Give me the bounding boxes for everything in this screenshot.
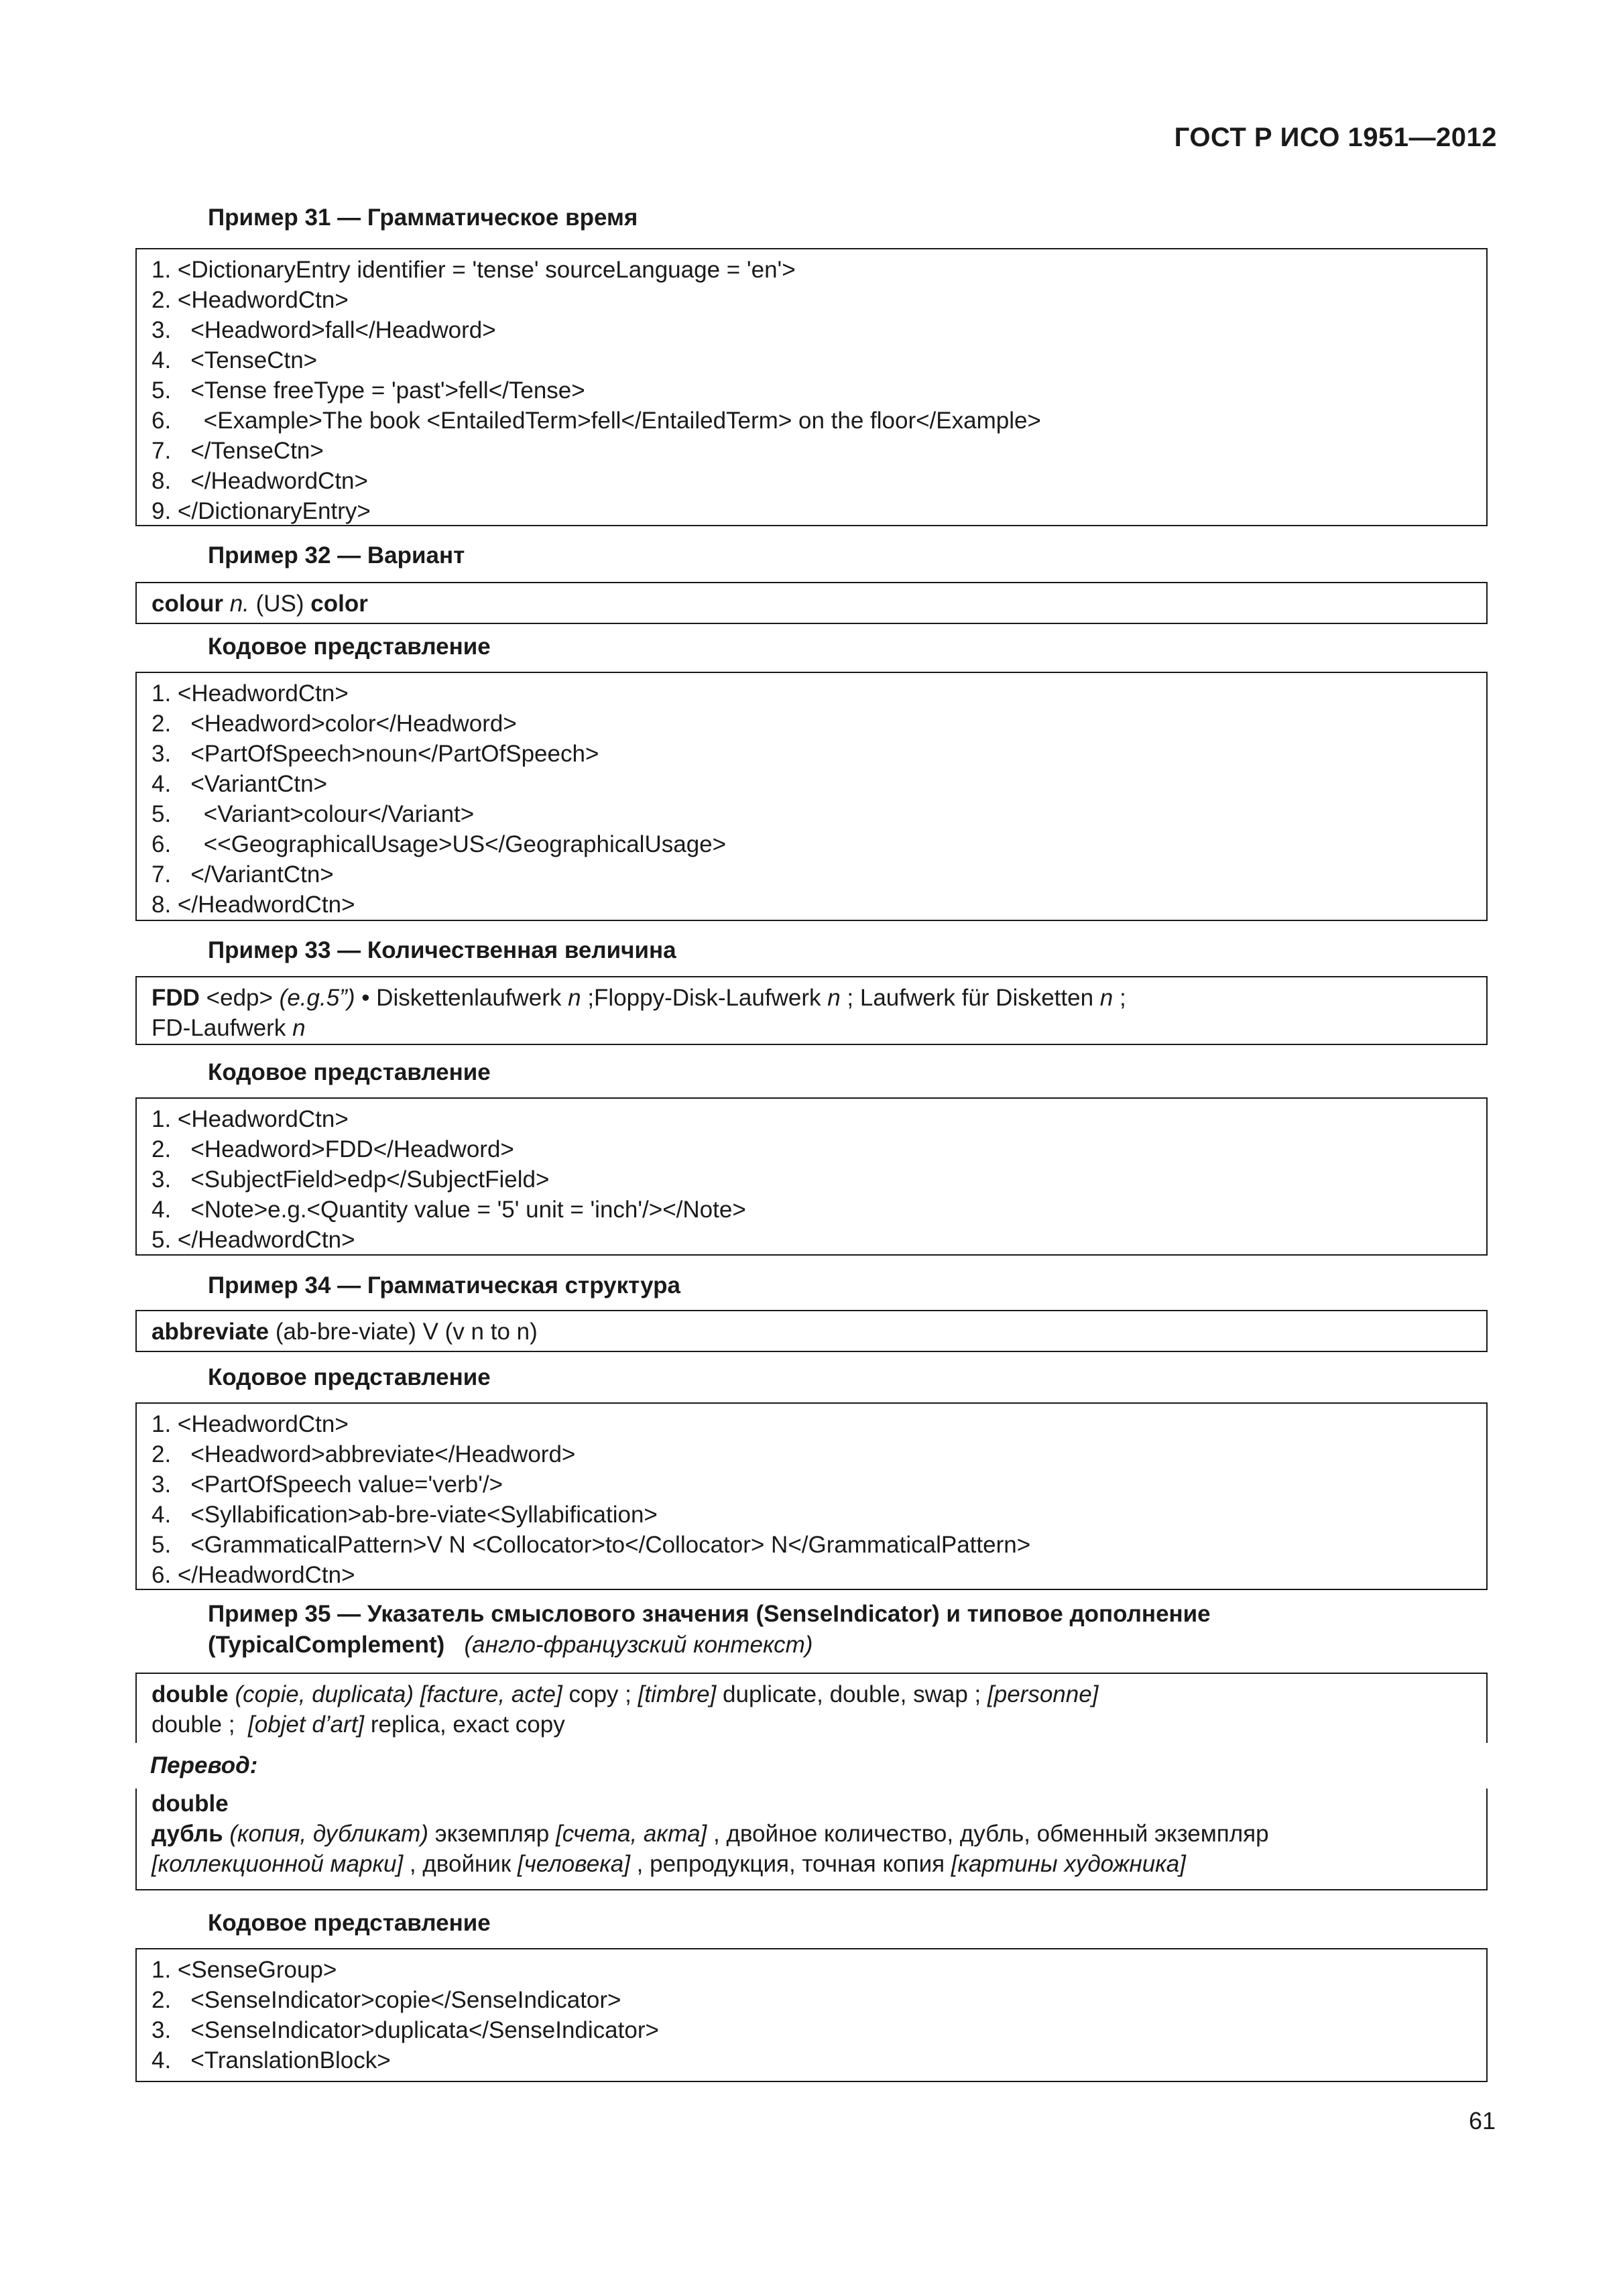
translation: , репродукция, точная копия	[629, 1851, 951, 1877]
subject-field: <edp>	[199, 985, 280, 1011]
example-35-code-box	[135, 1948, 1488, 2082]
example-34-caption: Пример 34 — Грамматическая структура	[208, 1272, 680, 1298]
typical-complement: [счета, акта]	[556, 1821, 707, 1847]
code-line: 2. <Headword>FDD</Headword>	[152, 1136, 514, 1162]
example-34-entry-box	[135, 1310, 1488, 1352]
dictionary-entry-line	[152, 983, 1471, 1013]
example-35-translation-box	[135, 1789, 1488, 1890]
gender: n	[1099, 985, 1114, 1011]
example-34-code-box	[135, 1402, 1488, 1590]
dictionary-entry-line	[152, 1013, 1471, 1043]
translation: FD-Laufwerk	[152, 1015, 293, 1041]
code-line: 7. </TenseCtn>	[152, 438, 324, 464]
code-line: 1. <HeadwordCtn>	[152, 1411, 349, 1437]
translation-line	[152, 1849, 1471, 1879]
example-33-code-box	[135, 1097, 1488, 1256]
caption-line: Пример 35 — Указатель смыслового значения (SenseIndicator) и типовое дополнение	[208, 1601, 1211, 1627]
code-line: 2. <Headword>abbreviate</Headword>	[152, 1441, 576, 1467]
code-line: 4. <TranslationBlock>	[152, 2047, 391, 2073]
code-line: 3. <SubjectField>edp</SubjectField>	[152, 1166, 550, 1193]
typical-complement: [картины художника]	[951, 1851, 1186, 1877]
code-line: 4. <Note>e.g.<Quantity value = '5' unit = 'inch'/></Note>	[152, 1197, 746, 1223]
document-code: ГОСТ Р ИСО 1951—2012	[1174, 123, 1497, 152]
translation: • Diskettenlaufwerk	[355, 985, 568, 1011]
code-line: 2. <Headword>color</Headword>	[152, 711, 517, 737]
headword: colour	[152, 591, 223, 617]
example-33-entry-box	[135, 976, 1488, 1045]
code-line: 3. <PartOfSpeech value='verb'/>	[152, 1471, 503, 1498]
code-line: 3. <Headword>fall</Headword>	[152, 317, 496, 343]
translation: replica, exact copy	[364, 1711, 565, 1738]
code-line: 9. </DictionaryEntry>	[152, 498, 371, 524]
translation-headword: double	[152, 1791, 229, 1817]
translation-headword: дубль	[152, 1821, 223, 1847]
gender: n	[827, 985, 841, 1011]
sense-indicators: (copie, duplicata) [facture, acte]	[228, 1681, 562, 1707]
typical-complement: [objet d’art]	[248, 1711, 365, 1738]
code-line: 3. <SenseIndicator>duplicata</SenseIndicator>	[152, 2017, 659, 2043]
code-line: 6. </HeadwordCtn>	[152, 1562, 355, 1588]
code-line: 1. <HeadwordCtn>	[152, 1106, 349, 1132]
code-line: 5. <Tense freeType = 'past'>fell</Tense>	[152, 377, 585, 404]
translation: duplicate, double, swap ;	[716, 1681, 988, 1707]
code-line: 5. <Variant>colour</Variant>	[152, 801, 475, 827]
code-line: 6. <Example>The book <EntailedTerm>fell</EntailedTerm> on the floor</Example>	[152, 408, 1041, 434]
code-line: 2. <HeadwordCtn>	[152, 287, 349, 313]
code-line: 2. <SenseIndicator>copie</SenseIndicator>	[152, 1987, 621, 2013]
page-number: 61	[1468, 2107, 1496, 2134]
entry-details: (ab-bre-viate) V (v n to n)	[269, 1319, 538, 1345]
typical-complement: [коллекционной марки]	[152, 1851, 404, 1877]
translation-label: Перевод:	[150, 1752, 258, 1778]
headword: double	[152, 1681, 229, 1707]
code-line: 3. <PartOfSpeech>noun</PartOfSpeech>	[152, 741, 599, 767]
example-32-code-caption: Кодовое представление	[208, 633, 491, 660]
example-32-code-box	[135, 672, 1488, 921]
separator: ;	[1113, 985, 1126, 1011]
example-31-code-box	[135, 248, 1488, 526]
variant: color	[310, 591, 368, 617]
code-line: 1. <DictionaryEntry identifier = 'tense' sourceLanguage = 'en'>	[152, 257, 796, 283]
example-35-code-caption: Кодовое представление	[208, 1910, 491, 1936]
translation: ;Floppy-Disk-Laufwerk	[581, 985, 828, 1011]
caption-line	[208, 1630, 1211, 1660]
code-line: 5. </HeadwordCtn>	[152, 1227, 355, 1253]
example-35-entry-box	[135, 1673, 1488, 1743]
code-line: 8. </HeadwordCtn>	[152, 468, 368, 494]
example-32-caption: Пример 32 — Вариант	[208, 542, 465, 568]
translation: , двойник	[403, 1851, 518, 1877]
dictionary-entry-line	[152, 1709, 1471, 1740]
translation: double ;	[152, 1711, 248, 1738]
code-line: 4. <TenseCtn>	[152, 347, 318, 373]
example-33-caption: Пример 33 — Количественная величина	[208, 937, 676, 963]
note: (e.g.5”)	[279, 985, 355, 1011]
code-line: 7. </VariantCtn>	[152, 861, 334, 888]
code-line: 4. <Syllabification>ab-bre-viate<Syllabification>	[152, 1502, 658, 1528]
gender: n	[568, 985, 581, 1011]
caption-context: (англо-французский контекст)	[464, 1632, 813, 1658]
example-31-caption: Пример 31 — Грамматическое время	[208, 204, 638, 231]
headword: abbreviate	[152, 1319, 269, 1345]
example-34-code-caption: Кодовое представление	[208, 1364, 491, 1390]
code-line: 8. </HeadwordCtn>	[152, 892, 355, 918]
caption-term: (TypicalComplement)	[208, 1632, 445, 1658]
code-line: 1. <SenseGroup>	[152, 1957, 337, 1983]
translation: ; Laufwerk für Disketten	[840, 985, 1100, 1011]
translation: экземпляр	[428, 1821, 556, 1847]
translation: copy ;	[562, 1681, 638, 1707]
example-35-caption	[208, 1599, 1211, 1660]
part-of-speech: n.	[229, 591, 249, 617]
translation: , двойное количество, дубль, обменный экземпляр	[707, 1821, 1269, 1847]
gender: n	[292, 1015, 306, 1041]
translation-line	[152, 1819, 1471, 1849]
code-line: 5. <GrammaticalPattern>V N <Collocator>to</Collocator> N</GrammaticalPattern>	[152, 1532, 1031, 1558]
typical-complement: [человека]	[517, 1851, 630, 1877]
sense-indicators: (копия, дубликат)	[223, 1821, 428, 1847]
example-32-entry-box	[135, 582, 1488, 624]
code-line: 6. <<GeographicalUsage>US</GeographicalUsage>	[152, 831, 727, 857]
code-line: 1. <HeadwordCtn>	[152, 680, 349, 707]
headword: FDD	[152, 985, 200, 1011]
code-line: 4. <VariantCtn>	[152, 771, 328, 797]
typical-complement: [personne]	[987, 1681, 1099, 1707]
dictionary-entry-line	[152, 1679, 1471, 1709]
typical-complement: [timbre]	[638, 1681, 717, 1707]
dictionary-entry	[152, 1317, 1471, 1347]
example-33-code-caption: Кодовое представление	[208, 1059, 491, 1085]
geo-usage: (US)	[255, 591, 304, 617]
dictionary-entry	[152, 589, 1471, 619]
